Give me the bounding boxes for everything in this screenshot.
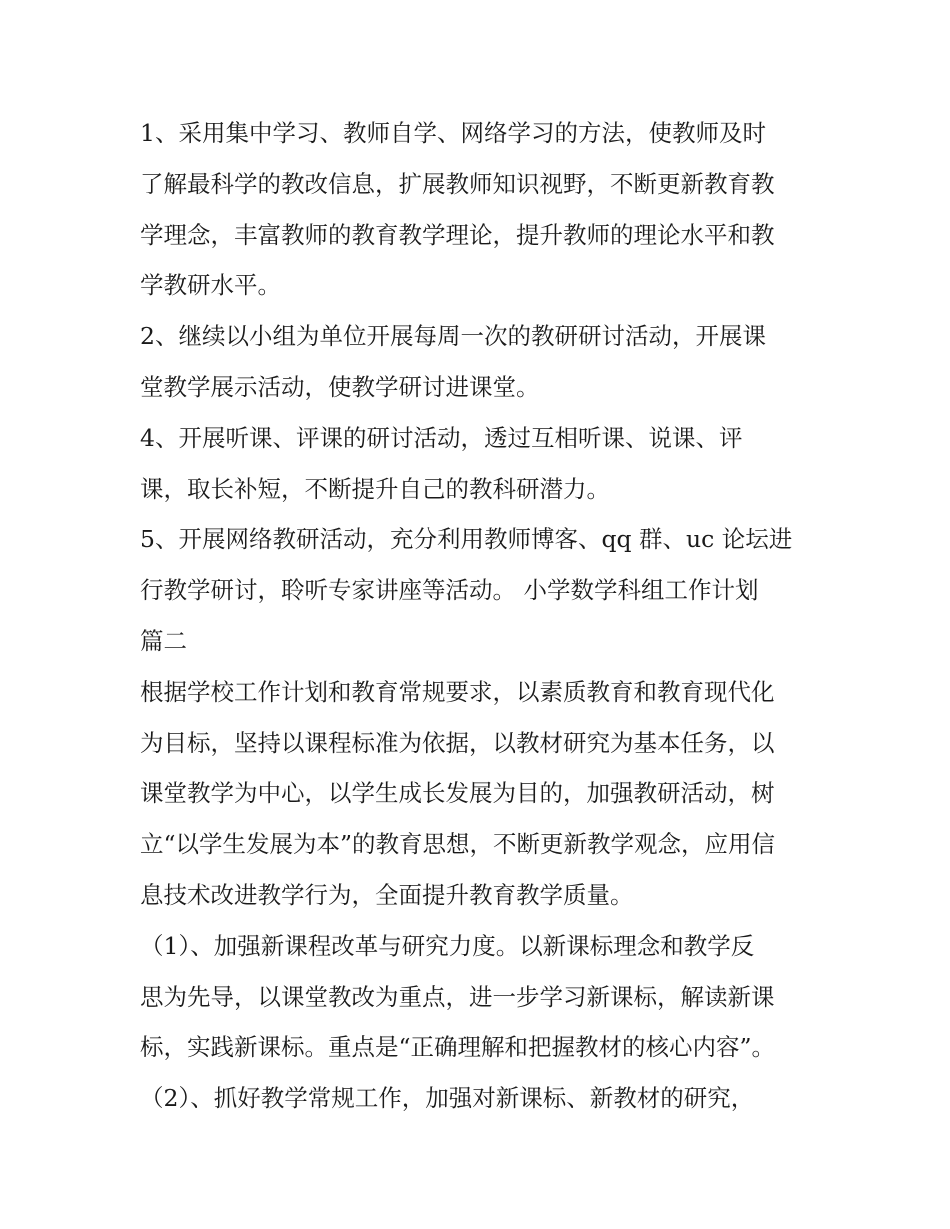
document-body [140, 108, 820, 1124]
text-line: （2）、抓好教学常规工作，加强对新课标、新教材的研究， [140, 1084, 755, 1113]
text-line: 2、继续以小组为单位开展每周一次的教研研讨活动，开展课 [140, 322, 766, 351]
text-line: 标，实践新课标。重点是“正确理解和把握教材的核心内容”。 [140, 1033, 776, 1062]
text-line: 思为先导，以课堂教改为重点，进一步学习新课标，解读新课 [140, 982, 775, 1011]
text-line: 课，取长补短，不断提升自己的教科研潜力。 [140, 474, 610, 503]
text-line: 为目标，坚持以课程标准为依据，以教材研究为基本任务，以 [140, 728, 775, 757]
text-line: 了解最科学的教改信息，扩展教师知识视野，不断更新教育教 [140, 169, 775, 198]
text-line: 学教研水平。 [140, 271, 281, 300]
text-line: 根据学校工作计划和教育常规要求，以素质教育和教育现代化 [140, 677, 775, 706]
text-line: 1、采用集中学习、教师自学、网络学习的方法，使教师及时 [140, 119, 766, 147]
text-line: （1）、加强新课程改革与研究力度。以新课标理念和教学反 [140, 931, 755, 960]
text-line: 课堂教学为中心，以学生成长发展为目的，加强教研活动，树 [140, 779, 775, 808]
text-line: 学理念，丰富教师的教育教学理论，提升教师的理论水平和教 [140, 220, 775, 249]
text-line: 5、开展网络教研活动，充分利用教师博客、qq 群、uc 论坛进 [140, 525, 793, 554]
text-line: 4、开展听课、评课的研讨活动，透过互相听课、说课、评 [140, 423, 743, 452]
text-line: 篇二 [140, 626, 187, 655]
text-line: 立“以学生发展为本”的教育思想，不断更新教学观念，应用信 [140, 830, 776, 859]
text-line: 堂教学展示活动，使教学研讨进课堂。 [140, 372, 540, 401]
text-line: 行教学研讨，聆听专家讲座等活动。 小学数学科组工作计划 [140, 576, 759, 605]
text-line: 息技术改进教学行为，全面提升教育教学质量。 [140, 880, 634, 909]
